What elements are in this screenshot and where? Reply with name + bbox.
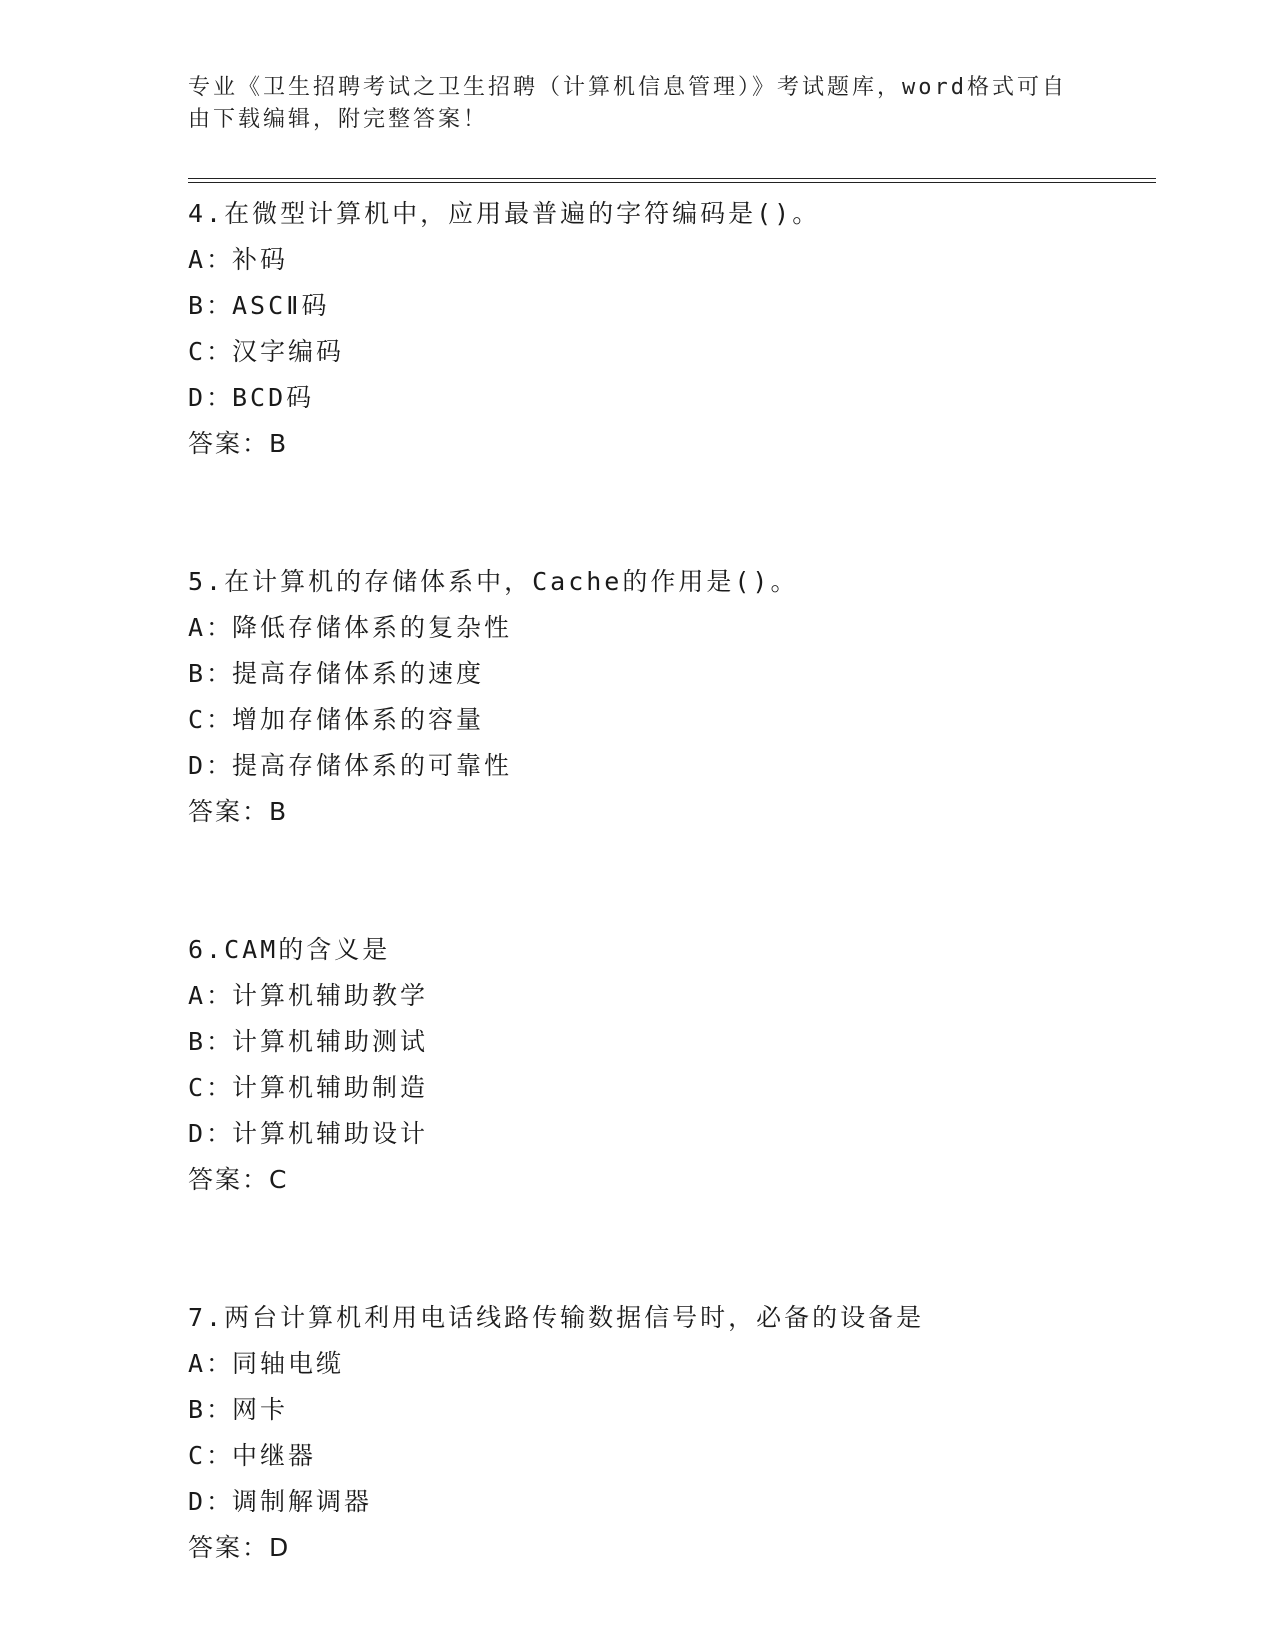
question-spacer [188,835,1188,927]
option-c [188,1065,1188,1111]
option-d [188,375,1188,421]
option-key: D： [188,1487,235,1516]
question-spacer [188,467,1188,559]
option-c [188,697,1188,743]
option-b [188,283,1188,329]
option-d [188,743,1188,789]
question-6 [188,927,1188,1203]
question-7 [188,1295,1188,1571]
question-5 [188,559,1188,835]
option-c [188,329,1188,375]
option-b [188,651,1188,697]
option-key: C： [188,1073,235,1102]
option-key: B： [188,1395,235,1424]
option-key: B： [188,659,235,688]
option-d [188,1111,1188,1157]
question-stem: 7.两台计算机利用电话线路传输数据信号时，必备的设备是 [188,1303,925,1332]
question-stem: 5.在计算机的存储体系中，Cache的作用是()。 [188,567,799,596]
option-key: A： [188,1349,235,1378]
answer-label: 答案：B [188,797,289,826]
question-stem: 4.在微型计算机中，应用最普遍的字符编码是()。 [188,199,821,228]
answer-label: 答案：D [188,1533,291,1562]
option-b [188,1387,1188,1433]
option-key: C： [188,705,235,734]
option-text: 降低存储体系的复杂性 [232,613,513,642]
answer-label: 答案：B [188,429,289,458]
option-text: 汉字编码 [232,337,345,366]
option-a [188,973,1188,1019]
option-a [188,1341,1188,1387]
option-a [188,605,1188,651]
question-spacer [188,1203,1188,1295]
option-text: 调制解调器 [232,1487,373,1516]
option-text: ASCⅡ码 [232,291,330,320]
option-text: 提高存储体系的速度 [232,659,485,688]
question-list [188,191,1188,1571]
option-text: 同轴电缆 [232,1349,345,1378]
option-text: BCD码 [232,383,315,412]
document-header [188,72,1088,136]
option-key: D： [188,751,235,780]
option-key: B： [188,291,235,320]
option-text: 提高存储体系的可靠性 [232,751,513,780]
option-key: B： [188,1027,235,1056]
option-text: 计算机辅助设计 [232,1119,429,1148]
option-key: C： [188,1441,235,1470]
option-key: A： [188,981,235,1010]
option-key: C： [188,337,235,366]
option-text: 计算机辅助教学 [232,981,429,1010]
option-text: 中继器 [232,1441,317,1470]
option-key: D： [188,383,235,412]
header-divider [188,178,1156,183]
option-b [188,1019,1188,1065]
option-a [188,237,1188,283]
header-line-2: 由下载编辑，附完整答案！ [188,107,489,132]
option-key: A： [188,613,235,642]
question-stem: 6.CAM的含义是 [188,935,391,964]
header-line-1: 专业《卫生招聘考试之卫生招聘（计算机信息管理）》考试题库，word格式可自 [188,75,1067,100]
option-key: A： [188,245,235,274]
option-text: 网卡 [232,1395,289,1424]
option-text: 增加存储体系的容量 [232,705,485,734]
option-d [188,1479,1188,1525]
question-4 [188,191,1188,467]
option-text: 补码 [232,245,289,274]
option-key: D： [188,1119,235,1148]
option-text: 计算机辅助制造 [232,1073,429,1102]
answer-label: 答案：C [188,1165,289,1194]
option-c [188,1433,1188,1479]
option-text: 计算机辅助测试 [232,1027,429,1056]
